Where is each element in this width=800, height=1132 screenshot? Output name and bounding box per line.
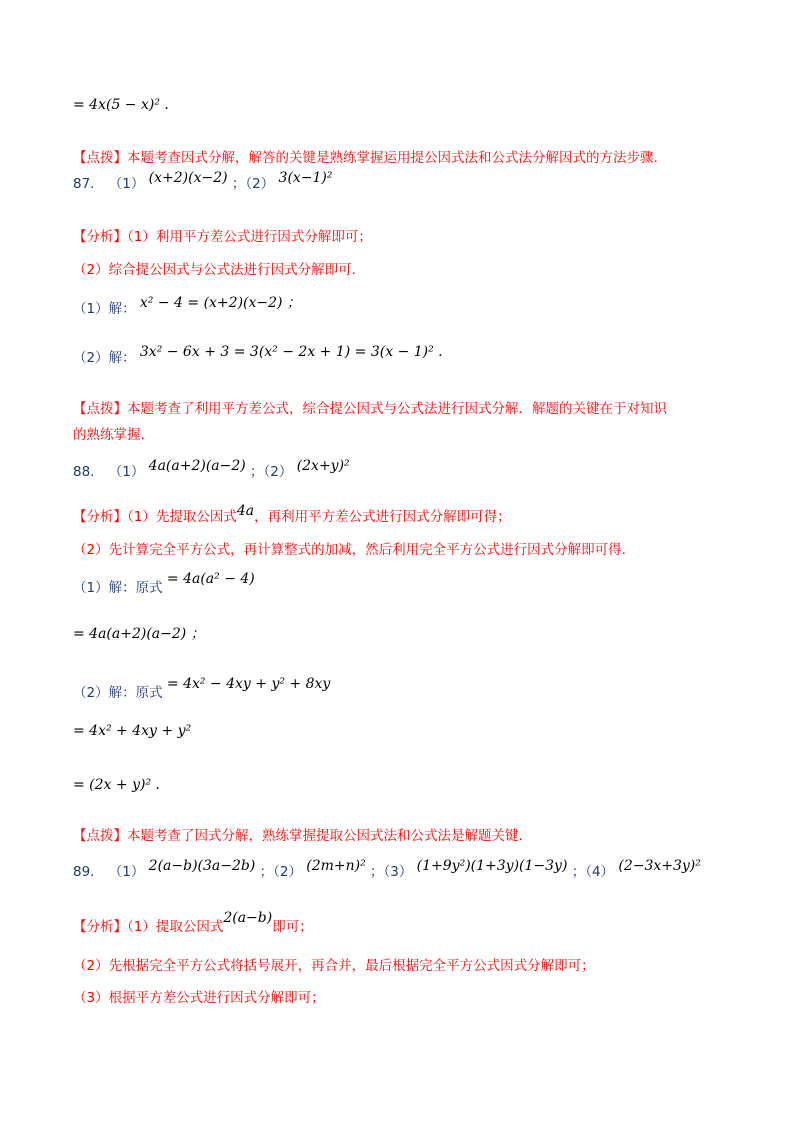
equation: 2(a−b) (223, 910, 273, 926)
part-label: ；（3） (370, 864, 413, 880)
equation: = 4a(a² − 4) (166, 571, 255, 587)
part-label: ；（2） (231, 176, 275, 192)
part-label: （1） (108, 176, 145, 192)
math-line (73, 721, 191, 741)
analysis-text: （3）根据平方差公式进行因式分解即可； (73, 990, 325, 1006)
math-line (73, 624, 205, 644)
remark-paragraph (73, 826, 523, 846)
equation: (x+2)(x−2) (148, 170, 228, 186)
equation: 4a(a+2)(a−2) (148, 458, 246, 474)
part-label: ；（4） (571, 864, 615, 880)
solution-label: （1）解： (73, 301, 136, 317)
solution-label: （1）解：原式 (73, 580, 163, 596)
equation: = 4x² − 4xy + y² + 8xy (166, 676, 331, 692)
analysis-text: （2）先根据完全平方公式将括号展开，再合并，最后根据完全平方公式因式分解即可； (73, 958, 595, 974)
answer-line-88 (73, 458, 350, 482)
part-label: ；（2） (250, 464, 293, 480)
part-label: （1） (108, 464, 145, 480)
remark-text: 【点拨】本题考查了利用平方差公式，综合提公因式与公式法进行因式分解．解题的关键在于对知识 (73, 401, 667, 417)
question-number: 88. (73, 464, 95, 480)
remark-text: 【点拨】本题考查因式分解，解答的关键是熟练掌握运用提公因式法和公式法分解因式的方法步骤. (73, 150, 658, 166)
equation: = (2x + y)² . (73, 777, 160, 793)
analysis-text: 【分析】（1）利用平方差公式进行因式分解即可； (73, 229, 372, 245)
question-number: 89. (73, 864, 95, 880)
analysis-paragraph (73, 956, 595, 976)
answer-line-87 (73, 170, 333, 194)
analysis-paragraph (73, 227, 372, 247)
equation: = 4x² + 4xy + y² (73, 723, 192, 739)
part-label: ；（2） (259, 864, 302, 880)
analysis-text: （2）先计算完全平方公式，再计算整式的加减，然后利用完全平方公式进行因式分解即可得. (73, 542, 626, 558)
equation: 3x² − 6x + 3 = 3(x² − 2x + 1) = 3(x − 1)² . (139, 344, 443, 360)
equation: = 4x(5 − x)² . (73, 97, 169, 113)
solution-line (73, 571, 255, 598)
analysis-paragraph (73, 503, 511, 527)
equation: (2−3x+3y)² (618, 858, 701, 874)
equation: 3(x−1)² (278, 170, 333, 186)
solution-line (73, 676, 331, 703)
analysis-text: ，再利用平方差公式进行因式分解即可得； (254, 509, 511, 525)
equation: x² − 4 = (x+2)(x−2) ； (139, 295, 301, 311)
solution-line (73, 295, 301, 319)
equation: (2m+n)² (306, 858, 366, 874)
analysis-text: 【分析】（1）提取公因式 (73, 919, 224, 935)
solution-label: （2）解： (73, 350, 136, 366)
math-line (73, 775, 160, 795)
math-line (73, 95, 169, 115)
analysis-text: 即可； (272, 919, 313, 935)
remark-paragraph (73, 425, 145, 445)
part-label: （1） (108, 864, 145, 880)
question-number: 87. (73, 176, 95, 192)
analysis-text: 【分析】（1）先提取公因式 (73, 509, 237, 525)
remark-text: 的熟练掌握. (73, 427, 145, 443)
equation: 4a (236, 503, 255, 519)
analysis-text: （2）综合提公因式与公式法进行因式分解即可. (73, 262, 356, 278)
analysis-paragraph (73, 910, 313, 937)
solution-line (73, 344, 443, 368)
solution-label: （2）解：原式 (73, 685, 163, 701)
answer-line-89 (73, 858, 701, 882)
analysis-paragraph (73, 260, 356, 280)
equation: (1+9y²)(1+3y)(1−3y) (416, 858, 568, 874)
remark-paragraph (73, 148, 658, 168)
remark-paragraph (73, 399, 667, 419)
analysis-paragraph (73, 988, 325, 1008)
equation: = 4a(a+2)(a−2) ； (73, 626, 205, 642)
remark-text: 【点拨】本题考查了因式分解，熟练掌握提取公因式法和公式法是解题关键. (73, 828, 523, 844)
equation: (2x+y)² (296, 458, 350, 474)
equation: 2(a−b)(3a−2b) (148, 858, 256, 874)
analysis-paragraph (73, 540, 626, 560)
